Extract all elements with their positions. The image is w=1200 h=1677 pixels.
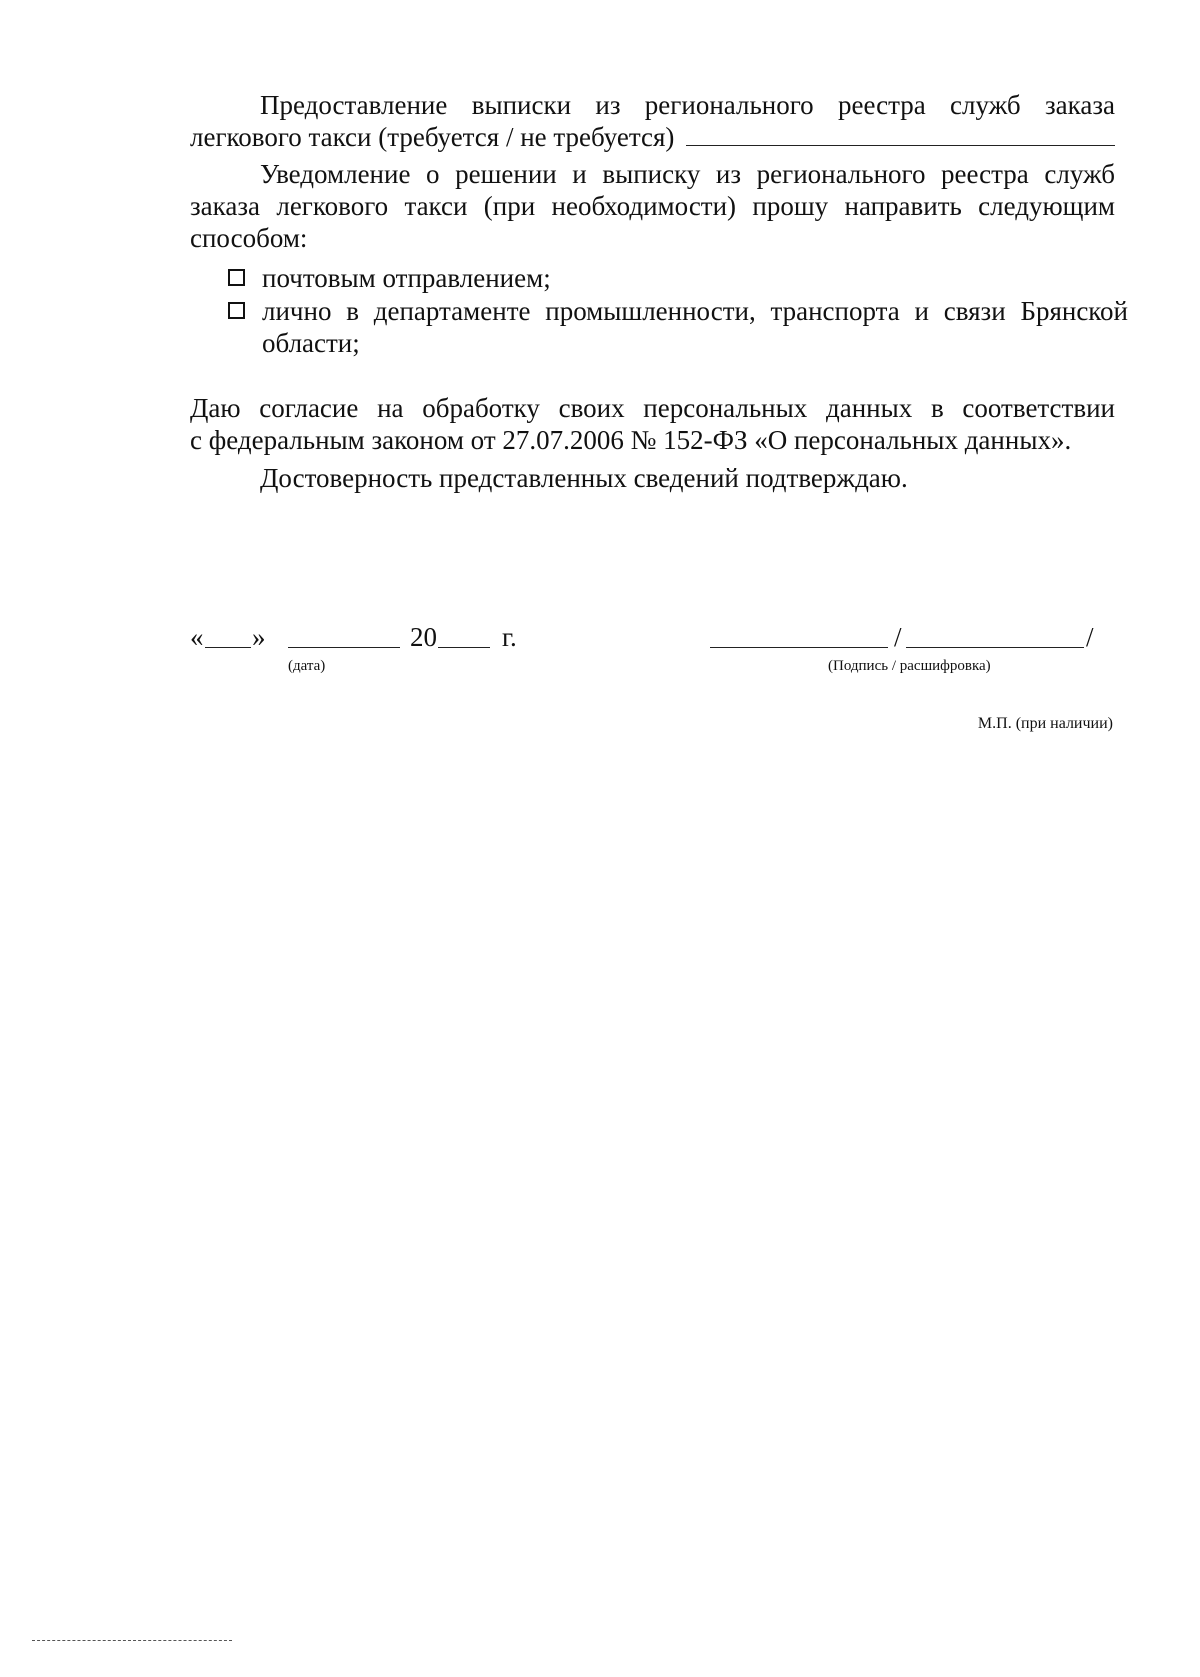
month-field[interactable] (288, 647, 400, 648)
consent-line1: Даю согласие на обработку своих персональных данных в соответствии (190, 393, 1115, 423)
signature-field[interactable] (710, 647, 888, 648)
confirmation-paragraph: Достоверность представленных сведений подтверждаю. (260, 463, 908, 493)
option-in-person-label-line1: лично в департаменте промышленности, транспорта и связи Брянской (262, 296, 1128, 326)
signature-block (190, 622, 1115, 682)
year-field[interactable] (438, 647, 490, 648)
quote-open: « (190, 622, 204, 652)
signature-decoding-field[interactable] (906, 647, 1084, 648)
day-field[interactable] (205, 647, 251, 648)
option-in-person-label (262, 295, 1128, 359)
date-caption: (дата) (288, 658, 326, 674)
postal-checkbox[interactable] (228, 269, 245, 286)
extract-request-field[interactable] (686, 123, 1115, 146)
option-postal-label: почтовым отправлением; (262, 263, 551, 293)
signature-slash-1: / (894, 622, 902, 652)
option-in-person-label-line2: области; (262, 328, 360, 358)
consent-line2: с федеральным законом от 27.07.2006 № 152-ФЗ «О персональных данных». (190, 425, 1072, 455)
stamp-note: М.П. (при наличии) (977, 715, 1113, 732)
notification-paragraph: Уведомление о решении и выписку из регионального реестра служб заказа легкового такси (при необходимости) прошу направить следующим способом: (190, 159, 1115, 253)
extract-request-label: легкового такси (требуется / не требуется) (190, 122, 675, 152)
extract-request-line1: Предоставление выписки из регионального реестра служб заказа (260, 90, 1115, 120)
extract-request-line2 (190, 121, 1115, 153)
footer-divider (32, 1640, 232, 1641)
in-person-checkbox[interactable] (228, 302, 245, 319)
year-prefix: 20 (410, 622, 437, 652)
signature-caption: (Подпись / расшифровка) (828, 658, 991, 674)
quote-close: » (252, 622, 266, 652)
year-suffix: г. (502, 622, 517, 652)
signature-slash-2: / (1086, 622, 1094, 652)
consent-paragraph (190, 392, 1115, 456)
